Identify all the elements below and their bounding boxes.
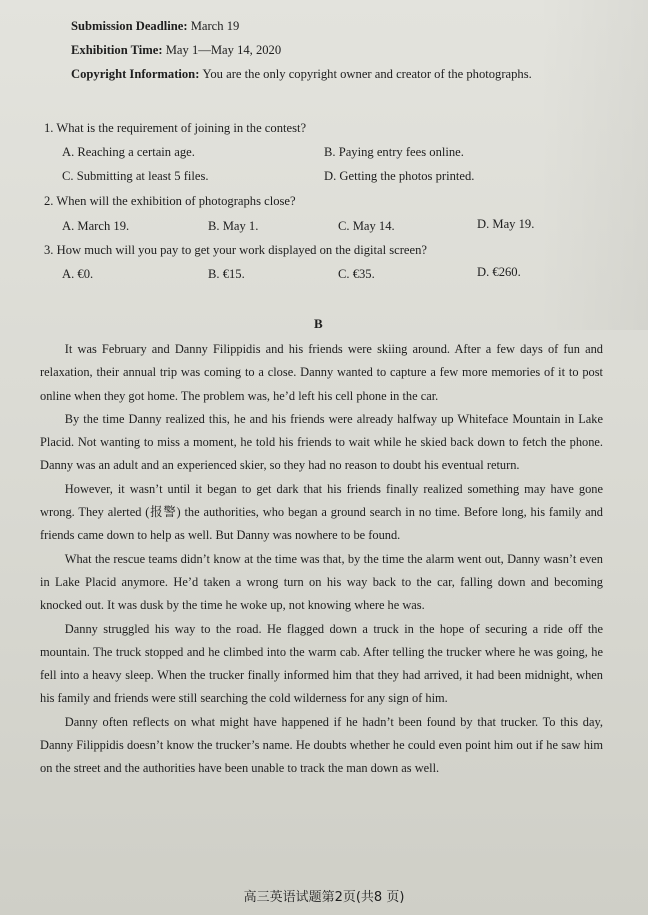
question-2-stem: 2. When will the exhibition of photographs close? bbox=[44, 194, 296, 208]
passage-paragraph: By the time Danny realized this, he and his friends were already halfway up Whiteface Mountain in Lake Placid. Not wanting to miss a moment, he told his friends to wait while he skied back down to fetch the phone. Danny was an adult and an experienced skier, so they had no reason to doubt his eventual return. bbox=[40, 411, 603, 473]
q3-option-a: A. €0. bbox=[62, 267, 94, 281]
passage-paragraph: It was February and Danny Filippidis and his friends were skiing around. After a few days of fun and relaxation, their annual trip was coming to a close. Danny wanted to capture a few more memories of it to post online when they got home. The problem was, he’d left his cell phone in the car. bbox=[40, 342, 603, 403]
copyright-label: Copyright Information bbox=[71, 67, 196, 81]
q2-option-b: B. May 1. bbox=[208, 219, 259, 233]
q3-option-d: D. €260. bbox=[477, 265, 521, 279]
passage-paragraph: Danny struggled his way to the road. He flagged down a truck in the hope of securing a ride off the mountain. The truck stopped and he climbed into the warm cab. After telling the trucker where he was going, he fell into a heavy sleep. When the trucker finally informed him that they had arrived, it had been midnight, when his family and friends were still searching the cold wilderness for any sign of him. bbox=[40, 621, 603, 706]
q1-option-c: C. Submitting at least 5 files. bbox=[62, 169, 209, 183]
passage bbox=[40, 338, 603, 781]
q2-option-c: C. May 14. bbox=[338, 219, 395, 233]
question-3-stem: 3. How much will you pay to get your work displayed on the digital screen? bbox=[44, 243, 427, 257]
passage-paragraph: Danny often reflects on what might have happened if he hadn’t been found by that trucker. To this day, Danny Filippidis doesn’t know the trucker’s name. He doubts whether he could even point him out if he saw him on the street and the authorities have been unable to track the man down as well. bbox=[40, 714, 603, 776]
deadline-label: Submission Deadline bbox=[71, 19, 184, 33]
exhibition-value: May 1—May 14, 2020 bbox=[165, 43, 282, 57]
exhibition-line: Exhibition Time: May 1—May 14, 2020 bbox=[71, 43, 282, 57]
q3-option-c: C. €35. bbox=[338, 267, 375, 281]
q2-option-d: D. May 19. bbox=[477, 217, 535, 231]
q2-option-a: A. March 19. bbox=[62, 219, 130, 233]
page-shadow bbox=[538, 0, 648, 330]
exhibition-label: Exhibition Time bbox=[71, 43, 159, 57]
question-1-stem: 1. What is the requirement of joining in the contest? bbox=[44, 121, 307, 135]
q1-option-a: A. Reaching a certain age. bbox=[62, 145, 195, 159]
q3-option-b: B. €15. bbox=[208, 267, 245, 281]
q1-option-b: B. Paying entry fees online. bbox=[324, 145, 464, 159]
section-title: B bbox=[314, 316, 323, 331]
copyright-value: You are the only copyright owner and creator of the photographs. bbox=[202, 67, 532, 81]
page-footer: 高三英语试题第2页(共8 页) bbox=[243, 890, 405, 905]
passage-paragraph: What the rescue teams didn’t know at the time was that, by the time the alarm went out, Danny wasn’t even in Lake Placid anymore. He’d taken a wrong turn on his way back to the car, falling down and becoming knocked out. It was dusk by the time he woke up, not knowing where he was. bbox=[40, 551, 603, 613]
q1-option-d: D. Getting the photos printed. bbox=[324, 169, 475, 183]
deadline-value: March 19 bbox=[190, 19, 240, 33]
deadline-line: Submission Deadline: March 19 bbox=[71, 19, 240, 33]
copyright-line: Copyright Information: You are the only copyright owner and creator of the photographs. bbox=[71, 67, 532, 81]
passage-paragraph: However, it wasn’t until it began to get dark that his friends finally realized something may have gone wrong. They alerted (报警) the authorities, who began a ground search in no time. Before long, his family and friends came down to help as well. But Danny was nowhere to be found. bbox=[40, 481, 603, 543]
